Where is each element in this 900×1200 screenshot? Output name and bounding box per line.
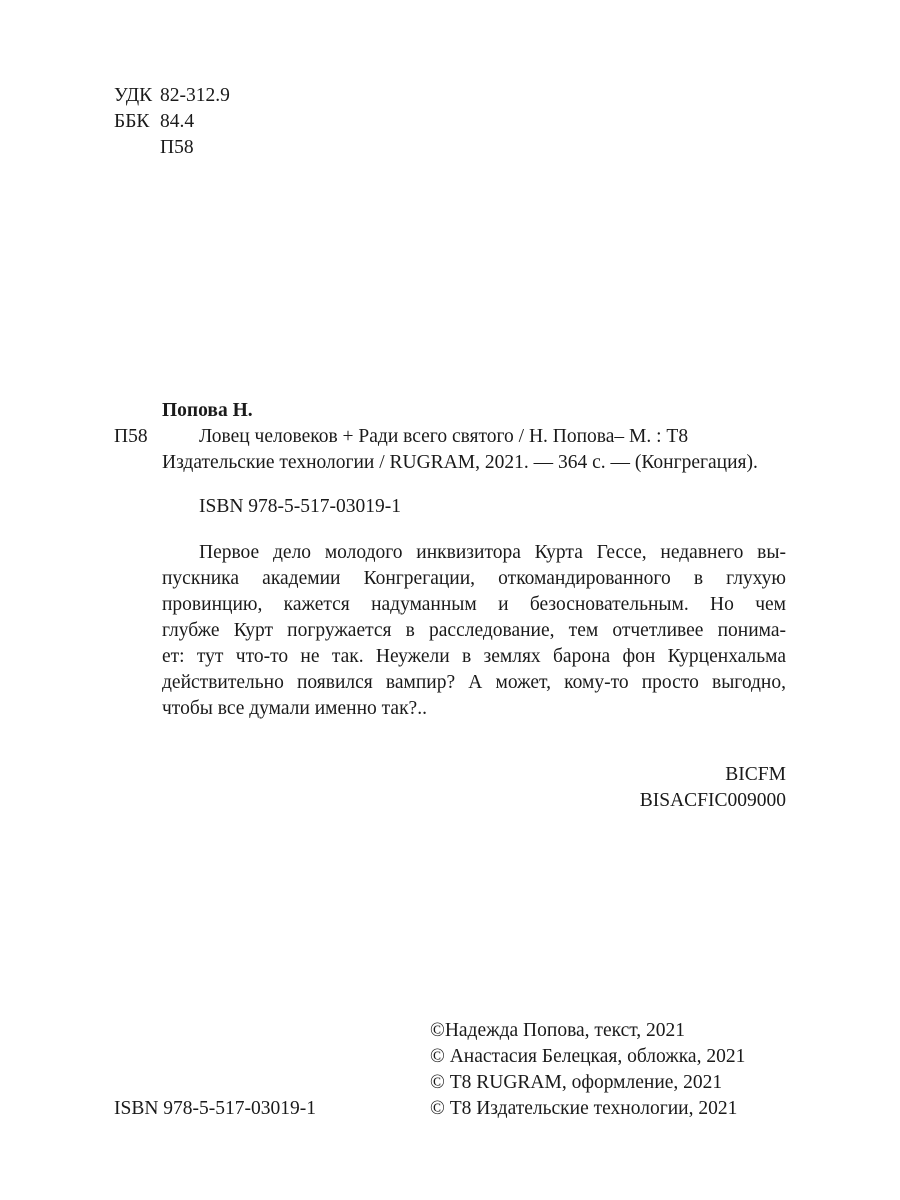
classification-block — [114, 83, 230, 161]
record-mark: П58 — [114, 426, 148, 447]
udk-value: 82-312.9 — [160, 85, 230, 106]
udk-row — [114, 83, 230, 109]
author-mark-row — [114, 135, 230, 161]
copyright-line: © Т8 RUGRAM, оформление, 2021 — [430, 1072, 723, 1093]
copyright-line: © Анастасия Белецкая, обложка, 2021 — [430, 1046, 746, 1067]
annotation-paragraph — [162, 540, 786, 722]
copyright-line: © Т8 Издательские технологии, 2021 — [430, 1098, 738, 1119]
copyright-block — [430, 1018, 745, 1122]
udk-label: УДК — [114, 85, 153, 106]
annotation-line: действительно появился вампир? А может, кому-то просто выгодно, — [162, 672, 786, 693]
record-author: Попова Н. — [162, 400, 253, 421]
annotation-line: Первое дело молодого инквизитора Курта Гессе, недавнего вы- — [199, 542, 786, 563]
annotation-line: провинцию, кажется надуманным и безосновательным. Но чем — [162, 594, 786, 615]
author-mark: П58 — [160, 137, 194, 158]
annotation-line: чтобы все думали именно так?.. — [162, 698, 427, 719]
bbk-label: ББК — [114, 111, 150, 132]
codes-block — [640, 762, 786, 814]
annotation-line: глубже Курт погружается в расследование, тем отчетливее понима- — [162, 620, 786, 641]
annotation-line: пускника академии Конгрегации, откомандированного в глухую — [162, 568, 786, 589]
bbk-row — [114, 109, 230, 135]
bic-code: BICFM — [725, 764, 786, 785]
annotation-line: ет: тут что-то не так. Неужели в землях барона фон Курценхальма — [162, 646, 786, 667]
copyright-line: ©Надежда Попова, текст, 2021 — [430, 1020, 686, 1041]
record-title-line-2: Издательские технологии / RUGRAM, 2021. — 364 с. — (Конгрегация). — [162, 452, 758, 473]
record-isbn: ISBN 978-5-517-03019-1 — [199, 496, 402, 517]
record-title-line-1: Ловец человеков + Ради всего святого / Н. Попова– М. : Т8 — [199, 426, 689, 447]
bisac-code: BISACFIC009000 — [639, 790, 786, 811]
footer-isbn: ISBN 978-5-517-03019-1 — [114, 1098, 317, 1119]
bbk-value: 84.4 — [160, 111, 195, 132]
